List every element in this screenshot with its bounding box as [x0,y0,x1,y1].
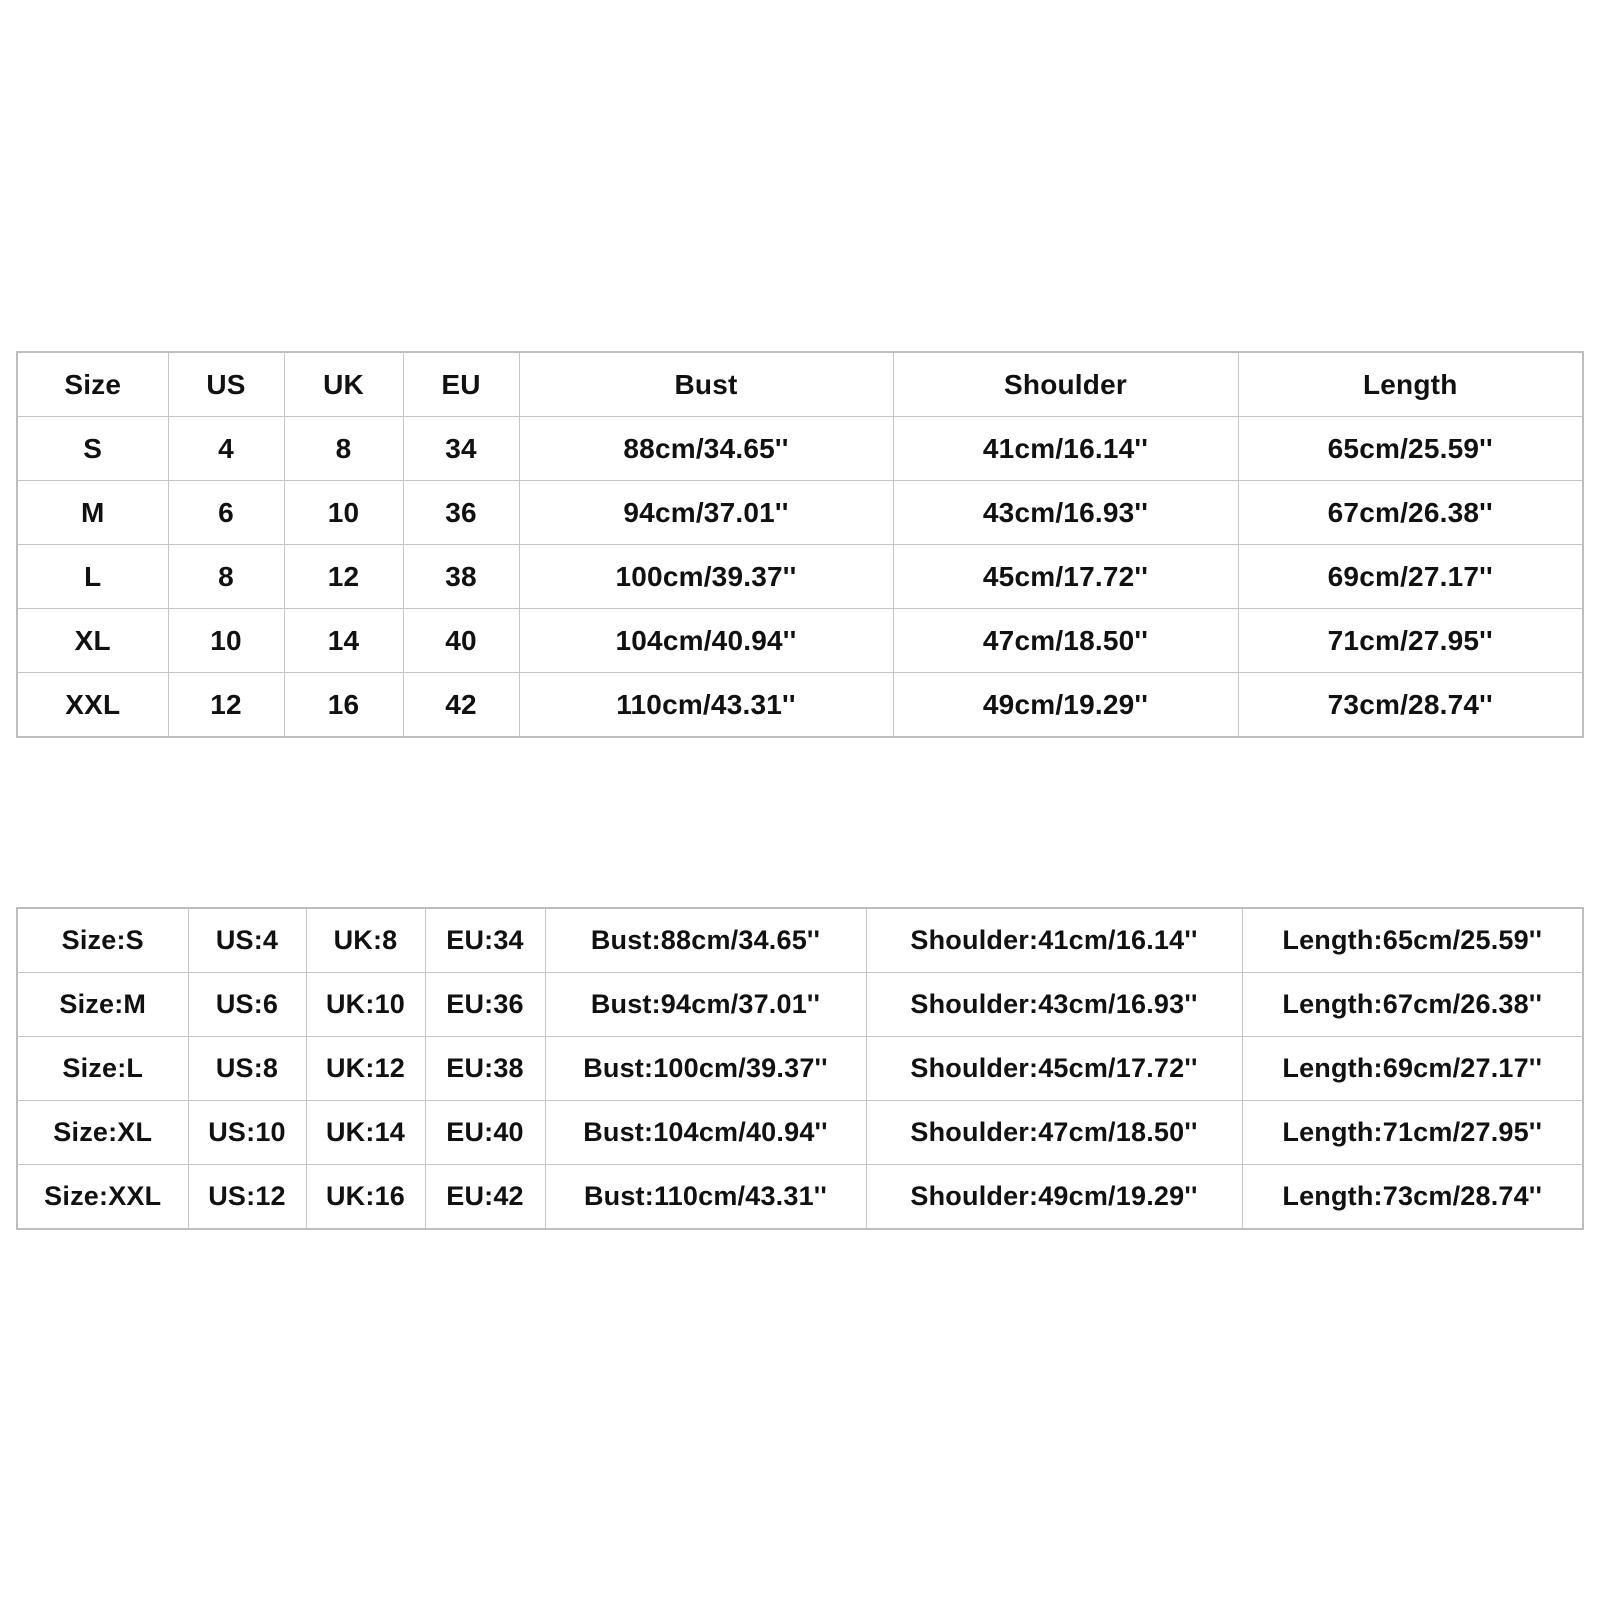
cell-us: 10 [168,609,284,673]
cell-size: Size:XXL [17,1165,188,1230]
cell-uk: 16 [284,673,403,738]
cell-eu: EU:36 [425,973,545,1037]
cell-eu: 40 [403,609,519,673]
cell-length: 69cm/27.17'' [1238,545,1583,609]
cell-us: US:4 [188,908,306,973]
cell-bust: Bust:104cm/40.94'' [545,1101,866,1165]
header-us: US [168,352,284,417]
cell-uk: UK:8 [306,908,425,973]
cell-us: 8 [168,545,284,609]
cell-us: 12 [168,673,284,738]
cell-bust: Bust:100cm/39.37'' [545,1037,866,1101]
cell-uk: UK:14 [306,1101,425,1165]
table-row [17,609,1583,673]
cell-eu: 34 [403,417,519,481]
cell-eu: 42 [403,673,519,738]
header-length: Length [1238,352,1583,417]
table-row [17,973,1583,1037]
cell-us: US:6 [188,973,306,1037]
cell-shoulder: Shoulder:41cm/16.14'' [866,908,1242,973]
cell-bust: Bust:88cm/34.65'' [545,908,866,973]
cell-size: Size:M [17,973,188,1037]
cell-bust: 94cm/37.01'' [519,481,893,545]
cell-eu: EU:40 [425,1101,545,1165]
cell-uk: UK:12 [306,1037,425,1101]
header-uk: UK [284,352,403,417]
cell-size: XL [17,609,168,673]
header-size: Size [17,352,168,417]
cell-length: Length:71cm/27.95'' [1242,1101,1583,1165]
cell-uk: 14 [284,609,403,673]
cell-uk: UK:10 [306,973,425,1037]
cell-shoulder: 49cm/19.29'' [893,673,1238,738]
cell-shoulder: Shoulder:43cm/16.93'' [866,973,1242,1037]
cell-shoulder: Shoulder:47cm/18.50'' [866,1101,1242,1165]
table-row [17,481,1583,545]
cell-length: Length:65cm/25.59'' [1242,908,1583,973]
cell-bust: 110cm/43.31'' [519,673,893,738]
table-row [17,1101,1583,1165]
cell-size: XXL [17,673,168,738]
cell-us: 4 [168,417,284,481]
table-row [17,1037,1583,1101]
cell-length: 65cm/25.59'' [1238,417,1583,481]
cell-bust: Bust:110cm/43.31'' [545,1165,866,1230]
cell-shoulder: Shoulder:49cm/19.29'' [866,1165,1242,1230]
header-eu: EU [403,352,519,417]
cell-us: US:10 [188,1101,306,1165]
cell-eu: 38 [403,545,519,609]
table-row [17,673,1583,738]
cell-uk: UK:16 [306,1165,425,1230]
cell-size: Size:XL [17,1101,188,1165]
cell-shoulder: 41cm/16.14'' [893,417,1238,481]
cell-bust: 104cm/40.94'' [519,609,893,673]
size-chart-table [16,351,1584,738]
cell-us: 6 [168,481,284,545]
table-row [17,545,1583,609]
cell-length: Length:67cm/26.38'' [1242,973,1583,1037]
cell-eu: EU:34 [425,908,545,973]
table-row [17,908,1583,973]
cell-uk: 10 [284,481,403,545]
table-header-row [17,352,1583,417]
cell-shoulder: 43cm/16.93'' [893,481,1238,545]
cell-length: 73cm/28.74'' [1238,673,1583,738]
cell-shoulder: 47cm/18.50'' [893,609,1238,673]
cell-size: M [17,481,168,545]
cell-length: 67cm/26.38'' [1238,481,1583,545]
table-row [17,1165,1583,1230]
cell-bust: Bust:94cm/37.01'' [545,973,866,1037]
cell-shoulder: 45cm/17.72'' [893,545,1238,609]
cell-size: S [17,417,168,481]
header-shoulder: Shoulder [893,352,1238,417]
cell-eu: EU:38 [425,1037,545,1101]
cell-size: L [17,545,168,609]
cell-length: Length:73cm/28.74'' [1242,1165,1583,1230]
cell-length: Length:69cm/27.17'' [1242,1037,1583,1101]
cell-bust: 88cm/34.65'' [519,417,893,481]
labeled-size-chart-table [16,907,1584,1230]
cell-length: 71cm/27.95'' [1238,609,1583,673]
cell-eu: EU:42 [425,1165,545,1230]
cell-uk: 8 [284,417,403,481]
cell-size: Size:S [17,908,188,973]
cell-eu: 36 [403,481,519,545]
cell-uk: 12 [284,545,403,609]
cell-size: Size:L [17,1037,188,1101]
cell-us: US:8 [188,1037,306,1101]
header-bust: Bust [519,352,893,417]
cell-shoulder: Shoulder:45cm/17.72'' [866,1037,1242,1101]
table-row [17,417,1583,481]
cell-us: US:12 [188,1165,306,1230]
cell-bust: 100cm/39.37'' [519,545,893,609]
